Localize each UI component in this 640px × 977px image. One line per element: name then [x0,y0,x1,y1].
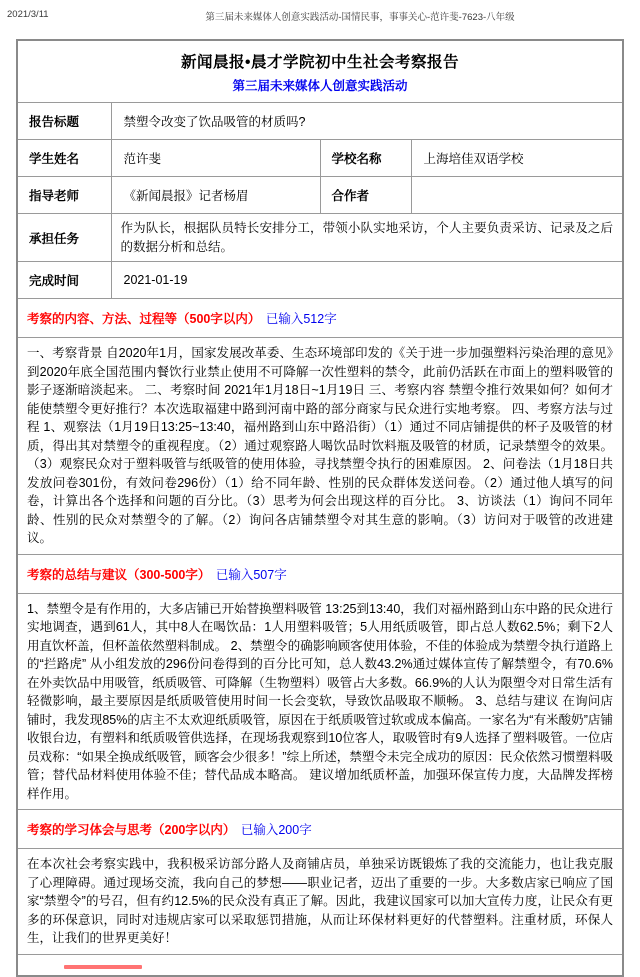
section-heading-row-content-method [17,299,623,338]
section-body-content-method: 一、考察背景 自2020年1月，国家发展改革委、生态环境部印发的《关于进一步加强塑料污染治理的意见》到2020年底全国范围内餐饮行业禁止使用不可降解一次性塑料的禁令，此前仍活跃在市面上的塑料吸管的影子逐渐暗淡起来。 二、考察时间 2021年1月18日~1月19日 三、考察内容 禁塑令推行效果如何？如何才能使禁塑令更好推行？本次选取福建中路到河南中路的部分商家与民众进行实地考察。 四、考察方法与过程 1、观察法（1月19日13:25~13:40，福州路到山东中路沿街）（1）通过不同店铺提供的杯子及吸管的材质，得出其对禁塑令的重视程度。（2）通过观察路人喝饮品时饮料瓶及吸管的材质，记录禁塑令的效果。（3）观察民众对于塑料吸管与纸吸管的使用体验，寻找禁塑令执行的困难原因。 2、问卷法（1月18日共发放问卷301份，有效问卷296份）（1）给不同年龄、性别的民众群体发送问卷。（2）通过他人填写的问卷，计算出各个选择和问题的百分比。（3）思考为何会出现这样的百分比。 3、访谈法（1）询问不同年龄、性别的民众对禁塑令的了解。（2）询问各店铺禁塑令对其生意的影响。（3）访问对于吸管的改进建议。 [17,338,623,555]
section-heading-content-method [17,299,623,338]
print-header [0,0,640,24]
field-label-report-title: 报告标题 [17,103,111,140]
report-title: 新闻晨报•晨才学院初中生社会考察报告 [181,54,459,71]
field-label-student-name: 学生姓名 [17,140,111,177]
section-heading-reflection [17,810,623,849]
clipped-row [17,954,623,976]
section-body-row-reflection [17,849,623,955]
title-row [17,40,623,103]
section-heading-text: 考察的内容、方法、过程等（500字以内） [27,312,261,326]
field-value-advisor: 《新闻晨报》记者杨眉 [111,177,320,214]
section-char-count: 已输入507字 [215,567,287,582]
section-heading-text: 考察的学习体会与思考（200字以内） [27,823,236,837]
field-label-advisor: 指导老师 [17,177,111,214]
field-value-task: 作为队长，根据队员特长安排分工，带领小队实地采访，个人主要负责采访、记录及之后的数据分析和总结。 [111,214,623,262]
clipped-next-section [17,954,623,976]
field-label-completion-date: 完成时间 [17,262,111,299]
row-report-title [17,103,623,140]
section-body-row-content-method [17,338,623,555]
report-table [16,39,624,977]
section-body-summary: 1、禁塑令是有作用的，大多店铺已开始替换塑料吸管 13:25到13:40，我们对福州路到山东中路的民众进行实地调查，遇到61人，其中8人在喝饮品：1人用塑料吸管；5人用纸质吸管，即占总人数62.5%；剩下2人用直饮杯盖，但杯盖依然塑料制成。 2、禁塑令的确影响顾客使用体验，不佳的体验成为禁塑令执行道路上的“拦路虎” 从小组发放的296份问卷得到的百分比可知，总人数43.2%通过媒体宣传了解禁塑令，有70.6%在外卖饮品中用吸管，纸质吸管、可降解（生物塑料）吸管占大多数。66.9%的人认为限塑令对日常生活有轻微影响，最主要原因是纸质吸管使用时间一长会变软，导致饮品吸取不顺畅。 3、总结与建议 在询问店铺时，我发现85%的店主不太欢迎纸质吸管，原因在于纸质吸管过软或成本偏高。一家名为“有米酸奶”店铺收银台边，有塑料和纸质吸管供选择，在现场我观察到10位客人，取吸管时有9人选择了塑料吸管。一位店员戏称：“如果全换成纸吸管，顾客会少很多！”综上所述，禁塑令未完全成功的原因：民众依然习惯塑料吸管；替代品材料使用体验不佳；替代品成本略高。 建议增加纸质杯盖，加强环保宣传力度，大品牌发挥榜样作用。 [17,593,623,810]
section-heading-text: 考察的总结与建议（300-500字） [27,567,211,582]
report-subtitle: 第三届未来媒体人创意实践活动 [232,79,408,93]
field-value-student-name: 范许斐 [111,140,320,177]
field-value-report-title: 禁塑令改变了饮品吸管的材质吗? [111,103,623,140]
field-label-collaborator: 合作者 [320,177,411,214]
row-student-school [17,140,623,177]
section-body-row-summary [17,593,623,810]
field-value-collaborator [411,177,623,214]
clipped-next-section-heading [64,965,142,969]
row-task [17,214,623,262]
section-heading-row-reflection [17,810,623,849]
section-heading-summary [17,554,623,593]
field-label-task: 承担任务 [17,214,111,262]
field-value-school-name: 上海培佳双语学校 [411,140,623,177]
section-body-reflection: 在本次社会考察实践中，我积极采访部分路人及商铺店员，单独采访既锻炼了我的交流能力，也让我克服了心理障碍。通过现场交流，我向自己的梦想——职业记者，迈出了重要的一步。大多数店家已响应了国家“禁塑令”的号召，但有约12.5%的民众没有真正了解。因此，我建议国家可以加大宣传力度，让民众有更多的环保意识，同时对违规店家可以采取惩罚措施，从而让环保材料更好的代替塑料。注重材质，环保人生，让我们的世界更美好！ [17,849,623,955]
print-date: 2021/3/11 [7,9,49,20]
print-doc-title: 第三届未来媒体人创意实践活动-国情民事，事事关心-范许斐-7623-八年级 [205,12,515,23]
title-cell [17,40,623,103]
section-char-count: 已输入512字 [265,312,337,326]
field-label-school-name: 学校名称 [320,140,411,177]
row-advisor-collaborator [17,177,623,214]
row-completion-date [17,262,623,299]
field-value-completion-date: 2021-01-19 [111,262,623,299]
section-heading-row-summary [17,554,623,593]
section-char-count: 已输入200字 [240,823,312,837]
